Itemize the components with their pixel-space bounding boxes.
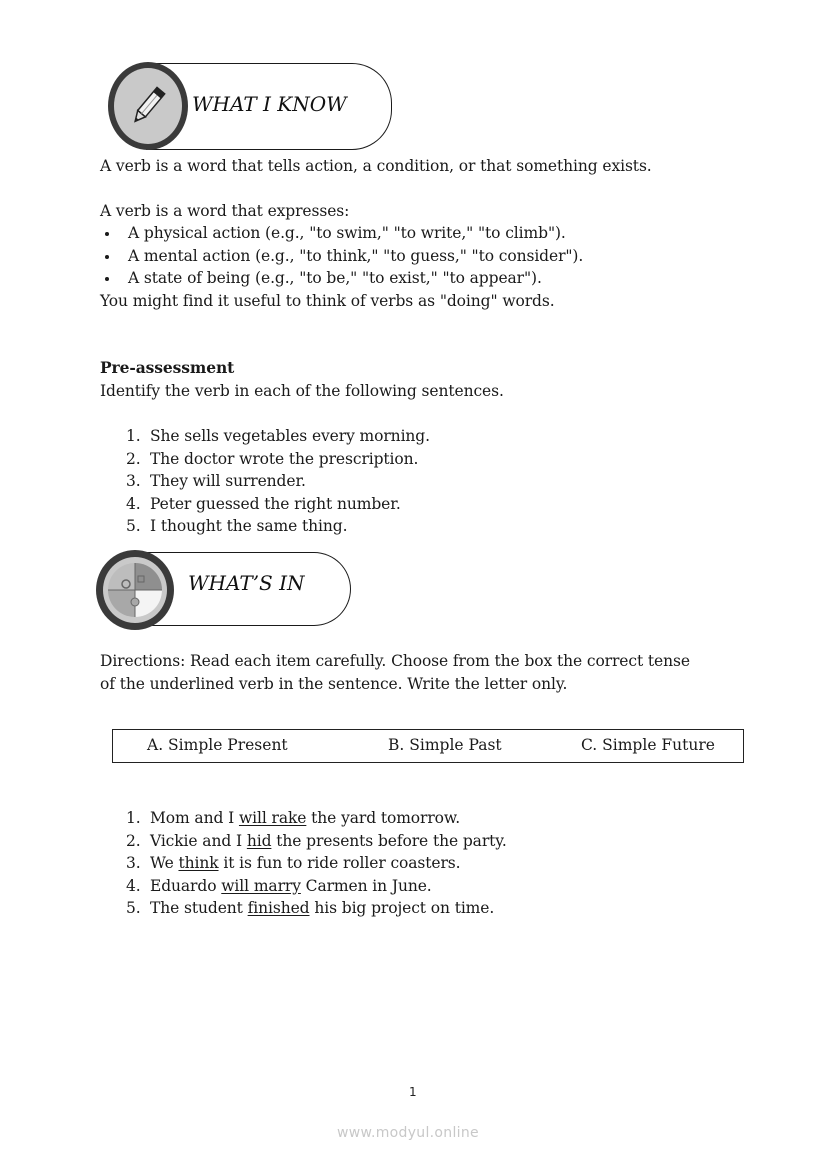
underlined-verb: hid (246, 831, 272, 850)
tense-choices-box (112, 729, 744, 763)
pre-assessment-heading: Pre-assessment (100, 358, 235, 377)
bullet-item: A state of being (e.g., "to be," "to exist," "to appear"). (100, 267, 583, 290)
verb-types-list (100, 222, 583, 290)
what-i-know-title: WHAT I KNOW (192, 92, 347, 116)
choice-simple-future: C. Simple Future (581, 736, 715, 754)
puzzle-icon (107, 562, 163, 618)
list-item: 4. Eduardo will marry Carmen in June. (126, 876, 432, 895)
list-item: 5. I thought the same thing. (126, 517, 348, 535)
pencil-icon (126, 82, 170, 130)
pre-assessment-instruction: Identify the verb in each of the following sentences. (100, 382, 504, 400)
watermark: www.modyul.online (337, 1125, 479, 1141)
list-item: 2. The doctor wrote the prescription. (126, 449, 419, 468)
list-item: 1. Mom and I will rake the yard tomorrow. (126, 809, 461, 827)
verb-definition: A verb is a word that tells action, a condition, or that something exists. (100, 157, 652, 175)
bullet-item: A mental action (e.g., "to think," "to guess," "to consider"). (100, 245, 583, 268)
list-item: 3. We think it is fun to ride roller coasters. (126, 854, 461, 872)
verb-closing-note: You might find it useful to think of verbs as "doing" words. (100, 292, 555, 310)
whats-in-list (126, 807, 507, 920)
what-i-know-badge (108, 62, 188, 150)
list-item: 2. Vickie and I hid the presents before the party. (126, 831, 507, 850)
underlined-verb: will marry (221, 876, 301, 895)
choice-simple-past: B. Simple Past (388, 736, 502, 754)
whats-in-badge (96, 550, 174, 630)
bullet-item: A physical action (e.g., "to swim," "to write," "to climb"). (100, 222, 583, 245)
directions-line-1: Directions: Read each item carefully. Choose from the box the correct tense (100, 652, 690, 670)
list-item: 1. She sells vegetables every morning. (126, 427, 430, 445)
directions-line-2: of the underlined verb in the sentence. Write the letter only. (100, 675, 568, 693)
underlined-verb: finished (247, 899, 310, 917)
whats-in-title: WHAT’S IN (188, 571, 305, 595)
underlined-verb: think (178, 854, 219, 872)
list-item: 5. The student finished his big project on time. (126, 899, 495, 917)
pre-assessment-list (126, 425, 430, 538)
underlined-verb: will rake (238, 809, 307, 827)
page-number: 1 (409, 1085, 417, 1099)
verb-expresses-lead: A verb is a word that expresses: (100, 202, 350, 220)
choice-simple-present: A. Simple Present (147, 736, 288, 754)
list-item: 3. They will surrender. (126, 472, 306, 490)
list-item: 4. Peter guessed the right number. (126, 494, 401, 513)
